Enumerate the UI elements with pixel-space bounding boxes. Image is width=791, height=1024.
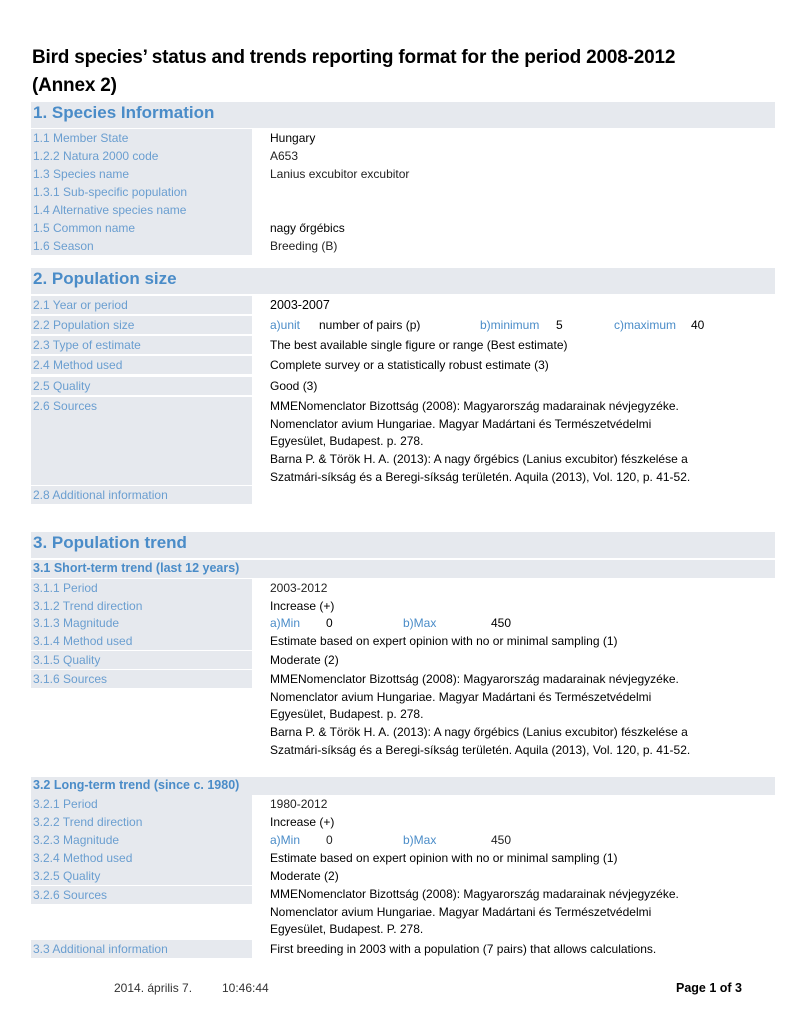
- label-year-or-period: [31, 296, 252, 314]
- source-line: Egyesület, Budapest. p. 278.: [270, 707, 424, 722]
- section-heading: 3. Population trend: [33, 533, 187, 552]
- value-species-name: Lanius excubitor excubitor: [270, 167, 410, 181]
- label-text: 2.4 Method used: [33, 358, 123, 372]
- value-short-sources: [270, 671, 770, 760]
- label-quality: [31, 377, 252, 395]
- label-long-quality: [31, 867, 252, 885]
- label-species-name: [31, 165, 252, 183]
- value-short-magnitude: [270, 614, 512, 632]
- value-trend-additional-information: First breeding in 2003 with a population (7 pairs) that allows calculations.: [270, 942, 657, 956]
- label-text: 3.1.6 Sources: [33, 672, 108, 686]
- value-long-trend-direction: Increase (+): [270, 815, 335, 829]
- label-text: 3.1.5 Quality: [33, 653, 101, 667]
- label-text: 1.3.1 Sub-specific population: [33, 185, 188, 199]
- min-value: 0: [326, 616, 333, 630]
- value-population-size: [270, 316, 705, 334]
- short-term-trend-header: [31, 560, 775, 578]
- document-title-line-1: Bird species’ status and trends reporting format for the period 2008-2012: [32, 47, 676, 68]
- label-text: 2.2 Population size: [33, 318, 135, 332]
- label-text: 3.2.4 Method used: [33, 851, 133, 865]
- min-value: 0: [326, 833, 333, 847]
- value-sources: [270, 398, 770, 487]
- max-value: 450: [491, 616, 512, 630]
- source-line: MMENomenclator Bizottság (2008): Magyarország madarainak névjegyzéke.: [270, 887, 679, 901]
- label-text: 3.3 Additional information: [33, 942, 168, 956]
- minimum-label: b)minimum: [480, 318, 540, 332]
- footer-page-number: Page 1 of 3: [676, 981, 742, 995]
- footer-time: 10:46:44: [222, 981, 269, 995]
- label-text: 1.5 Common name: [33, 221, 136, 235]
- section-heading: 1. Species Information: [33, 103, 215, 122]
- label-text: 3.1.1 Period: [33, 581, 98, 595]
- value-long-magnitude: [270, 831, 512, 849]
- source-line: Nomenclator avium Hungariae. Magyar Madártani és Természetvédelmi: [270, 416, 652, 431]
- label-text: 3.2.1 Period: [33, 797, 98, 811]
- label-short-period: [31, 579, 252, 597]
- document-title: [32, 44, 762, 100]
- source-line: Egyesület, Budapest. p. 278.: [270, 434, 424, 449]
- source-line: Szatmári-síkság és a Beregi-síkság területén. Aquila (2013), Vol. 120, p. 41-52.: [270, 469, 691, 484]
- label-long-period: [31, 795, 252, 813]
- label-text: 3.1.4 Method used: [33, 634, 133, 648]
- label-text: 3.2.5 Quality: [33, 869, 101, 883]
- label-text: 2.5 Quality: [33, 379, 91, 393]
- label-text: 1.4 Alternative species name: [33, 203, 187, 217]
- source-line: Barna P. & Török H. A. (2013): A nagy őrgébics (Lanius excubitor) fészkelése a: [270, 452, 688, 467]
- label-long-method-used: [31, 849, 252, 867]
- label-text: 1.6 Season: [33, 239, 94, 253]
- label-text: 3.2.6 Sources: [33, 888, 108, 902]
- label-common-name: [31, 219, 252, 237]
- maximum-label: c)maximum: [614, 318, 676, 332]
- label-text: 2.8 Additional information: [33, 488, 168, 502]
- min-label: a)Min: [270, 833, 301, 847]
- label-trend-additional-information: [31, 940, 252, 958]
- footer-date: 2014. április 7.: [114, 981, 193, 995]
- value-short-quality: Moderate (2): [270, 653, 339, 667]
- label-long-sources: [31, 886, 252, 904]
- value-year-or-period: 2003-2007: [270, 298, 330, 312]
- max-value: 450: [491, 833, 512, 847]
- label-sub-specific-population: [31, 183, 252, 201]
- source-line: Nomenclator avium Hungariae. Magyar Madártani és Természetvédelmi: [270, 904, 652, 919]
- value-long-method-used: Estimate based on expert opinion with no or minimal sampling (1): [270, 851, 618, 865]
- subsection-heading: 3.1 Short-term trend (last 12 years): [33, 561, 240, 575]
- label-text: 3.1.3 Magnitude: [33, 616, 120, 630]
- label-text: 3.2.2 Trend direction: [33, 815, 143, 829]
- label-text: 3.2.3 Magnitude: [33, 833, 120, 847]
- value-common-name: nagy őrgébics: [270, 221, 345, 235]
- source-line: MMENomenclator Bizottság (2008): Magyarország madarainak névjegyzéke.: [270, 399, 679, 413]
- label-long-trend-direction: [31, 813, 252, 831]
- source-line: Egyesület, Budapest. P. 278.: [270, 922, 424, 937]
- label-population-size: [31, 316, 252, 334]
- max-label: b)Max: [403, 616, 437, 630]
- label-short-quality: [31, 651, 252, 669]
- long-term-trend-header: [31, 777, 775, 795]
- value-short-trend-direction: Increase (+): [270, 599, 335, 613]
- value-type-of-estimate: The best available single figure or range (Best estimate): [270, 338, 568, 352]
- document-title-line-2: (Annex 2): [32, 75, 117, 96]
- label-text: 2.1 Year or period: [33, 298, 128, 312]
- label-text: 3.1.2 Trend direction: [33, 599, 143, 613]
- source-line: Nomenclator avium Hungariae. Magyar Madártani és Természetvédelmi: [270, 689, 652, 704]
- label-additional-information: [31, 486, 252, 504]
- label-sources: [31, 397, 252, 485]
- value-short-method-used: Estimate based on expert opinion with no or minimal sampling (1): [270, 634, 618, 648]
- source-line: Barna P. & Török H. A. (2013): A nagy őrgébics (Lanius excubitor) fészkelése a: [270, 725, 688, 740]
- label-text: 2.3 Type of estimate: [33, 338, 141, 352]
- value-natura-code: A653: [270, 149, 299, 163]
- label-short-method-used: [31, 632, 252, 650]
- label-long-magnitude: [31, 831, 252, 849]
- section-population-trend-header: [31, 532, 775, 558]
- section-population-size-header: [31, 268, 775, 294]
- source-line: MMENomenclator Bizottság (2008): Magyarország madarainak névjegyzéke.: [270, 672, 679, 686]
- section-species-information-header: [31, 102, 775, 128]
- label-short-sources: [31, 670, 252, 688]
- unit-label: a)unit: [270, 318, 301, 332]
- label-type-of-estimate: [31, 336, 252, 354]
- label-season: [31, 237, 252, 255]
- value-long-quality: Moderate (2): [270, 869, 339, 883]
- max-label: b)Max: [403, 833, 437, 847]
- label-text: 1.2.2 Natura 2000 code: [33, 149, 159, 163]
- label-natura-code: [31, 147, 252, 165]
- value-short-period: 2003-2012: [270, 581, 328, 595]
- value-long-sources: [270, 886, 770, 939]
- section-heading: 2. Population size: [33, 269, 177, 288]
- value-season: Breeding (B): [270, 239, 338, 253]
- label-method-used: [31, 356, 252, 374]
- label-member-state: [31, 129, 252, 147]
- value-quality: Good (3): [270, 379, 318, 393]
- label-text: 2.6 Sources: [33, 399, 98, 413]
- min-label: a)Min: [270, 616, 301, 630]
- value-method-used: Complete survey or a statistically robust estimate (3): [270, 358, 549, 372]
- subsection-heading: 3.2 Long-term trend (since c. 1980): [33, 778, 240, 792]
- label-text: 1.3 Species name: [33, 167, 130, 181]
- label-text: 1.1 Member State: [33, 131, 129, 145]
- maximum-value: 40: [691, 318, 705, 332]
- label-short-magnitude: [31, 614, 252, 632]
- label-short-trend-direction: [31, 597, 252, 615]
- minimum-value: 5: [556, 318, 563, 332]
- label-alternative-species-name: [31, 201, 252, 219]
- value-long-period: 1980-2012: [270, 797, 328, 811]
- source-line: Szatmári-síkság és a Beregi-síkság területén. Aquila (2013), Vol. 120, p. 41-52.: [270, 742, 691, 757]
- value-member-state: Hungary: [270, 131, 316, 145]
- unit-value: number of pairs (p): [319, 318, 421, 332]
